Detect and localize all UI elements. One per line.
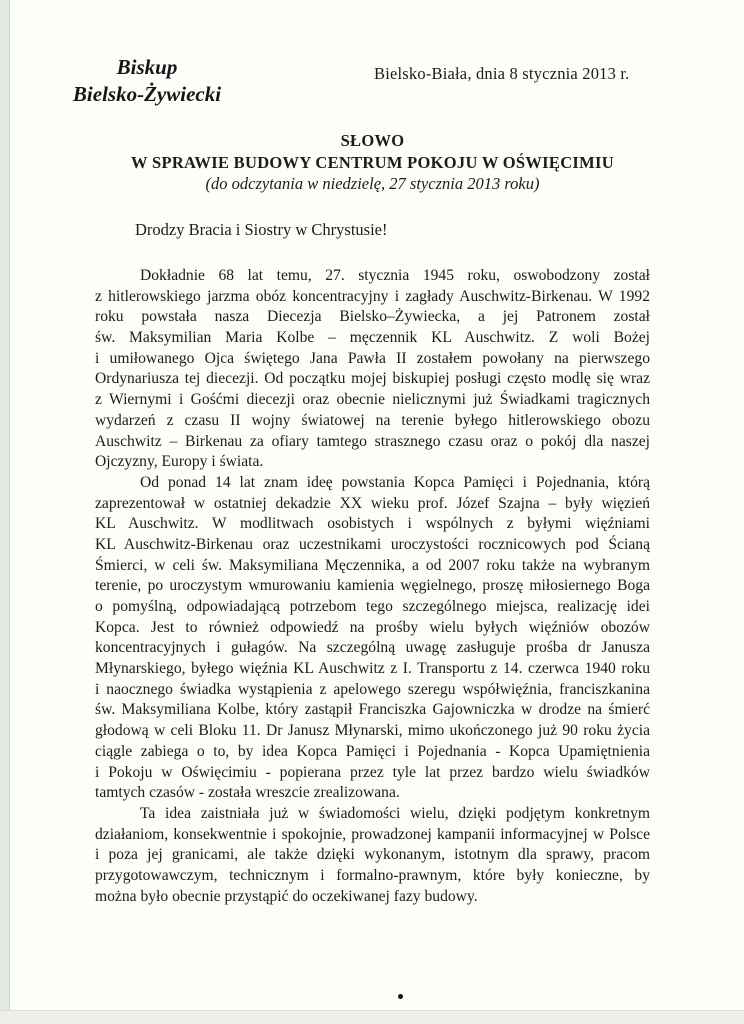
body-line: Od ponad 14 lat znam ideę powstania Kopca Pamięci i Pojednania, którą xyxy=(140,473,650,491)
paragraph xyxy=(95,266,650,473)
body-line: ciągle zabiega o to, by idea Kopca Pamięci i Pojednania - Kopca Upamiętnienia xyxy=(95,742,650,760)
letterhead xyxy=(58,54,236,108)
title-reading-note: (do odczytania w niedzielę, 27 stycznia 2013 roku) xyxy=(205,174,540,193)
body-line: KL Auschwitz. W modlitwach osobistych i wspólnych z byłymi więźniami xyxy=(95,515,650,533)
letterhead-line1: Biskup xyxy=(116,55,178,79)
body-line: z hitlerowskiego jarzma obóz koncentracyjny i zagłady Auschwitz-Birkenau. W 1992 xyxy=(95,287,650,305)
body-paragraphs xyxy=(95,266,650,907)
body-line: Kopca. Jest to również odpowiedź na prośby wielu byłych więźniów obozów xyxy=(95,618,650,636)
body-line: i Pokoju w Oświęcimiu - popierana przez tyle lat przez bardzo wielu świadków xyxy=(95,763,650,781)
body-line: przygotowawczym, technicznym i formalno-prawnym, które były konieczne, by xyxy=(95,866,650,884)
body-line: Dokładnie 68 lat temu, 27. stycznia 1945 roku, oswobodzony został xyxy=(140,267,650,284)
body-line: zaprezentował w ostatniej dekadzie XX wieku prof. Józef Szajna – były więzień xyxy=(95,494,650,512)
body-line: głodową w celi Bloku 11. Dr Janusz Młynarski, mimo ukończonego już 90 roku życia xyxy=(95,722,650,740)
scan-edge-bottom xyxy=(0,1010,744,1024)
body-line: wydarzeń z czasu II wojny światowej na terenie byłego hitlerowskiego obozu xyxy=(95,411,650,429)
body-line: tamtych czasów - została wreszcie zrealizowana. xyxy=(95,784,400,802)
dateline: Bielsko-Biała, dnia 8 stycznia 2013 r. xyxy=(374,64,630,83)
salutation: Drodzy Bracia i Siostry w Chrystusie! xyxy=(135,220,388,239)
body-line: z Wiernymi i Gośćmi diecezji oraz obecnie nielicznymi już Świadkami tragicznych xyxy=(95,391,650,409)
paragraph xyxy=(95,473,650,804)
body-line: Ordynariusza tej diecezji. Od początku mojej biskupiej posługi często modlę się wraz xyxy=(95,370,650,388)
body-line: działaniom, konsekwentnie i spokojnie, prowadzonej kampanii informacyjnej w Polsce xyxy=(95,825,650,843)
ink-dot xyxy=(398,994,403,999)
body-line: terenie, po uroczystym wmurowaniu kamienia węgielnego, proszę miłosiernego Boga xyxy=(95,577,650,595)
body-line: KL Auschwitz-Birkenau oraz uczestnikami uroczystości rocznicowych pod Ścianą xyxy=(95,535,650,553)
body-line: można było obecnie przystąpić do oczekiwanej fazy budowy. xyxy=(95,887,478,905)
document-title xyxy=(95,130,650,195)
body-line: św. Maksymilian Maria Kolbe – męczennik KL Auschwitz. Z woli Bożej xyxy=(95,329,650,347)
body-line: o pomyślną, odpowiadającą potrzebom tego szczególnego miejsca, realizację idei xyxy=(95,598,650,615)
letterhead-line2: Bielsko-Żywiecki xyxy=(72,82,222,106)
body-line: i poza jej granicami, ale także dzięki wykonanym, istotnym dla sprawy, pracom xyxy=(95,846,650,864)
body-line: roku powstała nasza Diecezja Bielsko–Żywiecka, a jej Patronem został xyxy=(95,308,650,326)
title-word: SŁOWO xyxy=(340,131,405,150)
title-subject: W SPRAWIE BUDOWY CENTRUM POKOJU W OŚWIĘCIMIU xyxy=(131,152,614,172)
body-line: Auschwitz – Birkenau za ofiary tamtego strasznego czasu oraz o pokój dla naszej xyxy=(95,432,650,450)
body-line: koncentracyjnych i gułagów. Na szczególną uwagę zasługuje prośba dr Janusza xyxy=(95,639,650,657)
paragraph xyxy=(95,804,650,907)
body-line: Młynarskiego, byłego więźnia KL Auschwitz z I. Transportu z 14. czerwca 1940 roku xyxy=(95,660,650,678)
body-line: Śmierci, w celi św. Maksymiliana Męczennika, a od 2007 roku także na wybranym xyxy=(95,556,650,574)
body-line: Ta idea zaistniała już w świadomości wielu, dzięki podjętym konkretnym xyxy=(140,804,650,822)
body-line: Ojczyzny, Europy i świata. xyxy=(95,453,264,471)
body-line: i naocznego świadka wystąpienia z apelowego szeregu współwięźnia, franciszkanina xyxy=(95,680,650,698)
scan-edge-left xyxy=(0,0,10,1024)
body-line: św. Maksymiliana Kolbe, który zastąpił Franciszka Gajowniczka w drodze na śmierć xyxy=(95,701,650,719)
body-line: i umiłowanego Ojca świętego Jana Pawła II zostałem powołany na pierwszego xyxy=(95,349,650,367)
